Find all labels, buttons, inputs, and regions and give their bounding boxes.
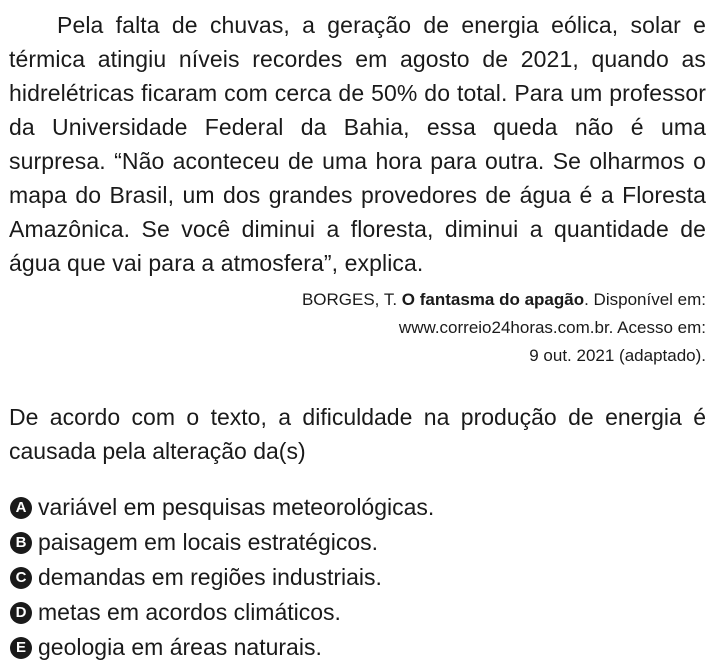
option-letter-e: E <box>10 637 32 659</box>
option-d[interactable] <box>9 595 706 630</box>
option-text-b: paisagem em locais estratégicos. <box>38 529 379 555</box>
option-letter-b: B <box>10 532 32 554</box>
option-text-a: variável em pesquisas meteorológicas. <box>38 494 435 520</box>
citation-title: O fantasma do apagão <box>401 290 585 309</box>
citation-date-line: 9 out. 2021 (adaptado). <box>529 346 706 365</box>
citation-line-1 <box>9 286 706 314</box>
option-text-c: demandas em regiões industriais. <box>38 564 382 590</box>
option-letter-c: C <box>10 567 32 589</box>
passage-text: Pela falta de chuvas, a geração de energia eólica, solar e térmica atingiu níveis recordes em agosto de 2021, quando as hidrelétricas ficaram com cerca de 50% do total. Para um professor da Universidade Federal da Bahia, essa queda não é uma surpresa. “Não aconteceu de uma hora para outra. Se olharmos o mapa do Brasil, um dos grandes provedores de água é a Floresta Amazônica. Se você diminui a floresta, diminui a quantidade de água que vai para a atmosfera”, explica. <box>9 12 706 276</box>
option-letter-a: A <box>10 497 32 519</box>
citation-url-line: www.correio24horas.com.br. Acesso em: <box>398 318 706 337</box>
option-text-d: metas em acordos climáticos. <box>38 599 341 625</box>
citation-author: BORGES, T. <box>301 290 398 309</box>
citation-availability: . Disponível em: <box>584 290 706 309</box>
option-letter-d: D <box>10 602 32 624</box>
option-b[interactable] <box>9 525 706 560</box>
citation <box>9 286 706 370</box>
option-text-e: geologia em áreas naturais. <box>38 634 322 660</box>
answer-options <box>9 490 706 665</box>
option-a[interactable] <box>9 490 706 525</box>
question-stem: De acordo com o texto, a dificuldade na produção de energia é causada pela alteração da(s) <box>9 404 706 464</box>
option-c[interactable] <box>9 560 706 595</box>
